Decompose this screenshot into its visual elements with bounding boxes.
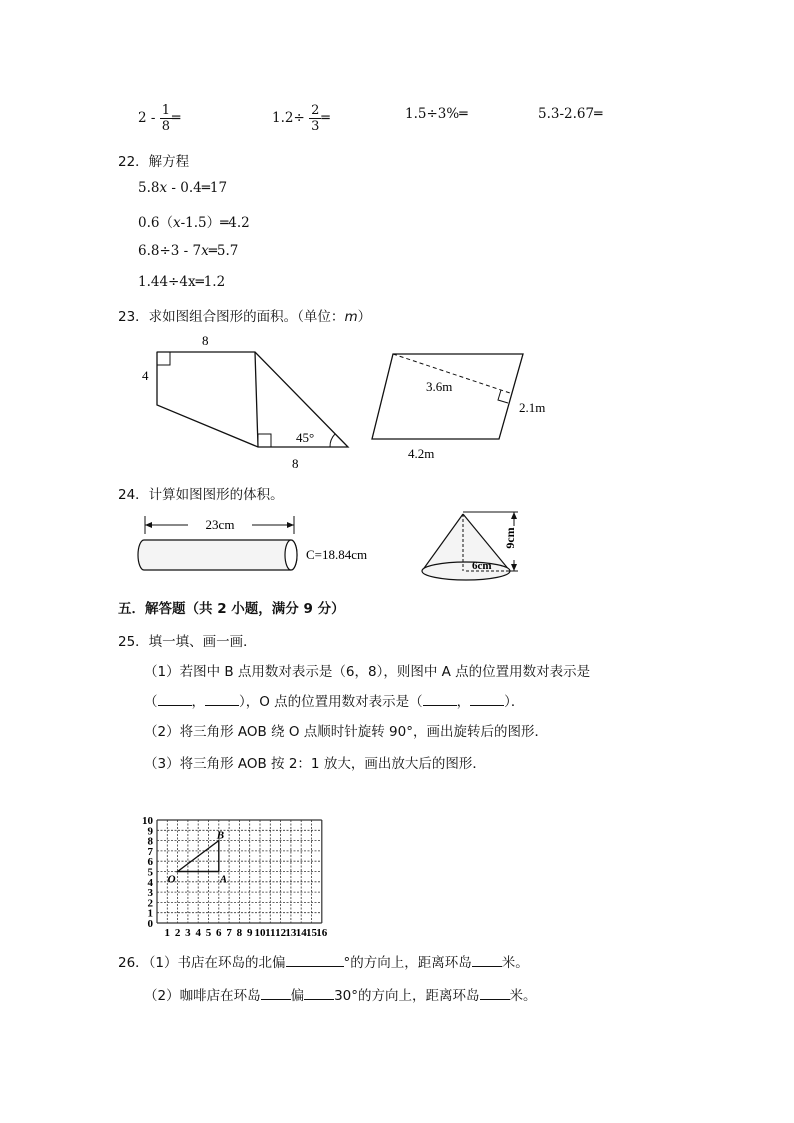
- q26-text: （2）咖啡店在环岛: [144, 988, 261, 1004]
- arrowhead: [511, 564, 517, 571]
- x-tick-label: 12: [275, 927, 287, 939]
- q23-unit: m: [344, 309, 358, 325]
- q23-title-text: 23．求如图组合图形的面积。（单位：: [118, 309, 345, 325]
- q26-text: °的方向上，距离环岛: [343, 955, 472, 971]
- q25-part-1-text: ），O 点的位置用数对表示是（: [239, 694, 423, 710]
- q26-text: 米。: [509, 988, 537, 1004]
- left-length-label: 4: [142, 368, 149, 383]
- answer-blank-O-x[interactable]: [423, 693, 457, 706]
- arrowhead: [145, 522, 152, 528]
- calc-item-2: [272, 104, 330, 133]
- x-tick-label: 2: [174, 927, 181, 939]
- x-tick-label: 1: [164, 927, 171, 939]
- answer-blank-direction-2[interactable]: [304, 987, 334, 1000]
- y-tick-label: 4: [147, 876, 153, 889]
- x-tick-label: 7: [226, 927, 232, 939]
- q23-title: [118, 305, 371, 325]
- eq-part: 6.8÷3 - 7: [138, 243, 202, 259]
- q22-equation-3: [138, 243, 238, 259]
- arrowhead: [511, 512, 517, 519]
- fraction-1-8: [160, 104, 172, 133]
- x-tick-label: 14: [295, 927, 307, 939]
- x-tick-label: 9: [246, 927, 253, 939]
- paren-close: ）．: [504, 694, 525, 710]
- q22-equation-2: [138, 211, 250, 231]
- q25-part-1-line-1: （1）若图中 B 点用数对表示是（6，8），则图中 A 点的位置用数对表示是: [144, 664, 591, 680]
- point-A-label: A: [219, 873, 228, 886]
- answer-blank-distance-2[interactable]: [480, 987, 510, 1000]
- y-tick-label: 8: [147, 835, 153, 848]
- y-tick-label: 0: [147, 918, 153, 930]
- y-tick-label: 3: [147, 887, 153, 900]
- x-tick-label: 6: [216, 927, 222, 939]
- trapezoid-outline: [157, 352, 348, 447]
- fraction-numerator: 1: [161, 103, 171, 118]
- y-tick-label: 6: [147, 856, 153, 869]
- angle-label: 45°: [296, 430, 315, 445]
- cone-radius-label: 6cm: [472, 560, 492, 572]
- x-tick-label: 3: [185, 927, 191, 939]
- answer-blank-O-y[interactable]: [470, 693, 504, 706]
- x-tick-label: 8: [236, 927, 243, 939]
- calc-1-prefix: 2 -: [138, 110, 156, 126]
- top-length-label: 8: [202, 333, 209, 348]
- section-5-title: 五．解答题（共 2 小题，满分 9 分）: [118, 601, 345, 617]
- point-O-label: O: [167, 873, 176, 886]
- y-tick-label: 1: [147, 907, 153, 920]
- figure-cylinder: [130, 512, 390, 582]
- y-tick-label: 7: [147, 845, 153, 858]
- right-angle-mark: [258, 434, 271, 447]
- x-tick-label: 16: [316, 927, 328, 939]
- q25-part-1-line-2: [144, 690, 524, 710]
- angle-arc: [330, 434, 335, 447]
- equals-sign: ═: [172, 110, 181, 126]
- figure-composite-trapezoid: [130, 330, 370, 475]
- bottom-length-label: 8: [292, 456, 299, 471]
- q23-title-end: ）: [357, 309, 372, 325]
- right-angle-mark: [157, 352, 170, 365]
- answer-blank-distance[interactable]: [472, 954, 502, 967]
- q26-text: 米。: [501, 955, 529, 971]
- q25-title: 25．填一填、画一画．: [118, 634, 257, 650]
- fraction-denominator: 8: [161, 119, 171, 134]
- eq-part: - 0.4═17: [167, 180, 228, 196]
- cylinder-length-label: 23cm: [205, 517, 235, 532]
- x-tick-label: 10: [254, 927, 266, 939]
- figure-cone: [410, 505, 530, 590]
- x-tick-label: 4: [195, 927, 201, 939]
- y-tick-label: 10: [142, 815, 153, 827]
- fraction-numerator: 2: [311, 103, 320, 118]
- parallelogram-outline: [372, 354, 523, 439]
- answer-blank-A-x[interactable]: [158, 693, 192, 706]
- q26-part-1: [118, 951, 529, 971]
- q22-equation-1: [138, 180, 227, 196]
- answer-blank-direction-1[interactable]: [261, 987, 291, 1000]
- q24-title: 24．计算如图图形的体积。: [118, 487, 284, 503]
- equals-sign: ═: [321, 110, 330, 126]
- calc-item-3: 1.5÷3%═: [405, 106, 468, 122]
- y-tick-label: 9: [147, 825, 153, 838]
- q22-equation-4: 1.44÷4x═1.2: [138, 274, 226, 290]
- cone-height-label: 9cm: [503, 527, 517, 549]
- q26-text: 26．（1）书店在环岛的北偏: [118, 955, 286, 971]
- height-label: 3.6m: [426, 379, 453, 394]
- x-tick-label: 5: [205, 927, 212, 939]
- paren-open: （: [144, 694, 158, 710]
- fraction-denominator: 3: [311, 119, 320, 134]
- q25-part-2: （2）将三角形 AOB 绕 O 点顺时针旋转 90°，画出旋转后的图形．: [144, 724, 548, 740]
- y-tick-label: 5: [147, 866, 153, 879]
- comma: ，: [456, 694, 471, 710]
- q26-text: 30°的方向上，距离环岛: [334, 988, 480, 1004]
- comma: ，: [191, 694, 205, 710]
- x-tick-label: 15: [306, 927, 317, 939]
- cylinder-body: [138, 540, 297, 570]
- coordinate-grid: [135, 778, 390, 943]
- figure-parallelogram: [360, 340, 590, 470]
- x-tick-label: 11: [265, 927, 276, 939]
- point-B-label: B: [216, 829, 225, 842]
- q26-text: 偏: [290, 988, 305, 1004]
- cylinder-circumference-label: C=18.84cm: [306, 547, 368, 562]
- eq-part: -1.5）═4.2: [180, 215, 250, 231]
- calc-2-prefix: 1.2÷: [272, 110, 305, 126]
- side-label: 2.1m: [519, 400, 546, 415]
- q26-part-2: [144, 984, 537, 1004]
- x-tick-label: 13: [285, 927, 297, 939]
- calc-item-4: 5.3-2.67═: [538, 106, 603, 122]
- arrowhead: [287, 522, 294, 528]
- eq-variable: x: [172, 215, 181, 231]
- answer-blank-A-y[interactable]: [205, 693, 239, 706]
- eq-part: ═5.7: [208, 243, 239, 259]
- eq-variable: x: [201, 243, 209, 259]
- answer-blank-bearing[interactable]: [286, 954, 344, 967]
- base-label: 4.2m: [408, 446, 435, 461]
- q22-title: 22．解方程: [118, 154, 190, 170]
- eq-part: 5.8: [138, 180, 160, 196]
- triangle-divider: [255, 352, 258, 447]
- calc-item-1: [138, 104, 180, 133]
- cylinder-end: [285, 540, 297, 570]
- q25-part-3: （3）将三角形 AOB 按 2：1 放大，画出放大后的图形．: [144, 756, 486, 772]
- eq-part: 0.6（: [138, 215, 173, 231]
- eq-variable: x: [159, 180, 168, 196]
- y-tick-label: 2: [147, 897, 153, 910]
- fraction-2-3: [309, 104, 321, 133]
